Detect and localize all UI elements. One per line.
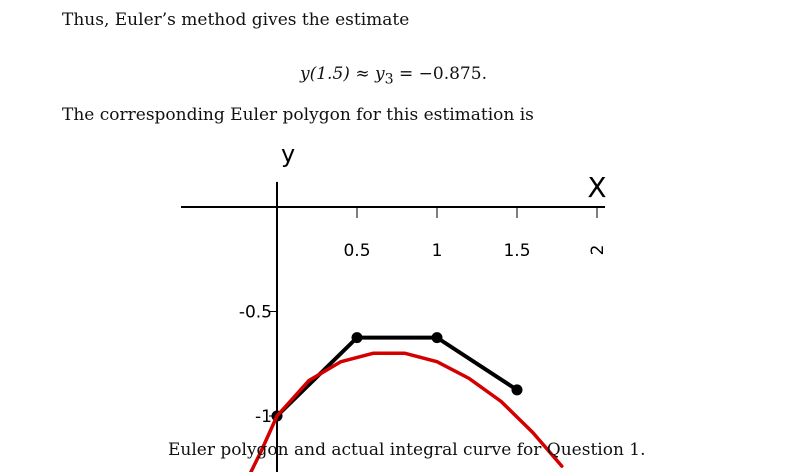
euler-point-3 [512, 384, 523, 395]
x-tick-label-3: 2 [588, 244, 608, 256]
figure-caption: Euler polygon and actual integral curve for Question 1. [168, 440, 646, 460]
euler-point-2 [432, 332, 443, 343]
polygon-intro-text: The corresponding Euler polygon for this estimation is [62, 105, 534, 125]
equation-equals: = [399, 64, 414, 84]
y-axis-label: y [281, 140, 296, 168]
x-axis-label: X [587, 171, 607, 204]
y-tick-label-1: -1 [255, 407, 272, 427]
intro-text: Thus, Euler’s method gives the estimate [62, 10, 410, 30]
y-tick-label-0: -0.5 [238, 302, 272, 323]
equation-mid-subscript: 3 [384, 71, 394, 88]
x-tick-label-1: 1 [431, 241, 443, 261]
equation-rhs: −0.875. [418, 64, 487, 84]
equation-approx: ≈ [355, 64, 370, 84]
equation-mid: y [374, 64, 385, 84]
x-tick-label-2: 1.5 [503, 241, 531, 261]
x-tick-label-0: 0.5 [343, 241, 371, 261]
euler-point-1 [352, 332, 363, 343]
equation-lhs: y(1.5) [300, 64, 350, 84]
